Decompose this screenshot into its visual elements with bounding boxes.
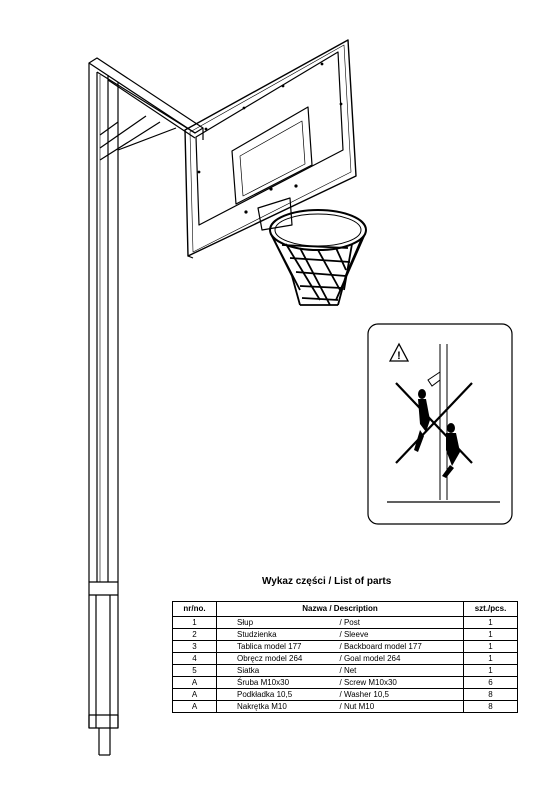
table-row — [173, 653, 518, 665]
row-nr: 3 — [173, 641, 217, 653]
row-nr: 5 — [173, 665, 217, 677]
row-name-en: / Screw M10x30 — [338, 677, 464, 689]
row-name-pl: Słup — [217, 617, 338, 629]
table-row — [173, 665, 518, 677]
row-nr: A — [173, 701, 217, 713]
row-name-pl: Obręcz model 264 — [217, 653, 338, 665]
svg-text:!: ! — [397, 350, 401, 362]
parts-table — [172, 601, 518, 713]
header-nr: nr/no. — [173, 602, 217, 617]
sleeve — [89, 582, 118, 755]
header-qty: szt./pcs. — [464, 602, 518, 617]
row-name-en: / Post — [338, 617, 464, 629]
net — [272, 236, 364, 305]
row-qty: 1 — [464, 653, 518, 665]
row-qty: 1 — [464, 641, 518, 653]
row-name-pl: Podkładka 10,5 — [217, 689, 338, 701]
row-nr: A — [173, 677, 217, 689]
row-name-en: / Backboard model 177 — [338, 641, 464, 653]
row-qty: 8 — [464, 701, 518, 713]
row-name-pl: Studzienka — [217, 629, 338, 641]
row-nr: 2 — [173, 629, 217, 641]
row-nr: A — [173, 689, 217, 701]
row-name-en: / Nut M10 — [338, 701, 464, 713]
parts-table-header — [173, 602, 518, 617]
parts-list-title: Wykaz części / List of parts — [262, 576, 392, 587]
row-nr: 4 — [173, 653, 217, 665]
row-name-en: / Sleeve — [338, 629, 464, 641]
row-qty: 6 — [464, 677, 518, 689]
row-name-pl: Nakrętka M10 — [217, 701, 338, 713]
row-name-en: / Net — [338, 665, 464, 677]
warning-panel — [368, 324, 512, 524]
row-name-en: / Washer 10,5 — [338, 689, 464, 701]
row-nr: 1 — [173, 617, 217, 629]
row-name-pl: Śruba M10x30 — [217, 677, 338, 689]
warning-triangle-icon — [390, 344, 408, 362]
table-row — [173, 641, 518, 653]
table-row — [173, 629, 518, 641]
header-description: Nazwa / Description — [217, 602, 464, 617]
table-row — [173, 677, 518, 689]
table-row — [173, 689, 518, 701]
row-qty: 1 — [464, 665, 518, 677]
row-qty: 1 — [464, 617, 518, 629]
row-name-pl: Tablica model 177 — [217, 641, 338, 653]
row-name-pl: Siatka — [217, 665, 338, 677]
table-row — [173, 701, 518, 713]
post — [89, 58, 203, 582]
row-name-en: / Goal model 264 — [338, 653, 464, 665]
row-qty: 1 — [464, 629, 518, 641]
row-qty: 8 — [464, 689, 518, 701]
table-row — [173, 617, 518, 629]
